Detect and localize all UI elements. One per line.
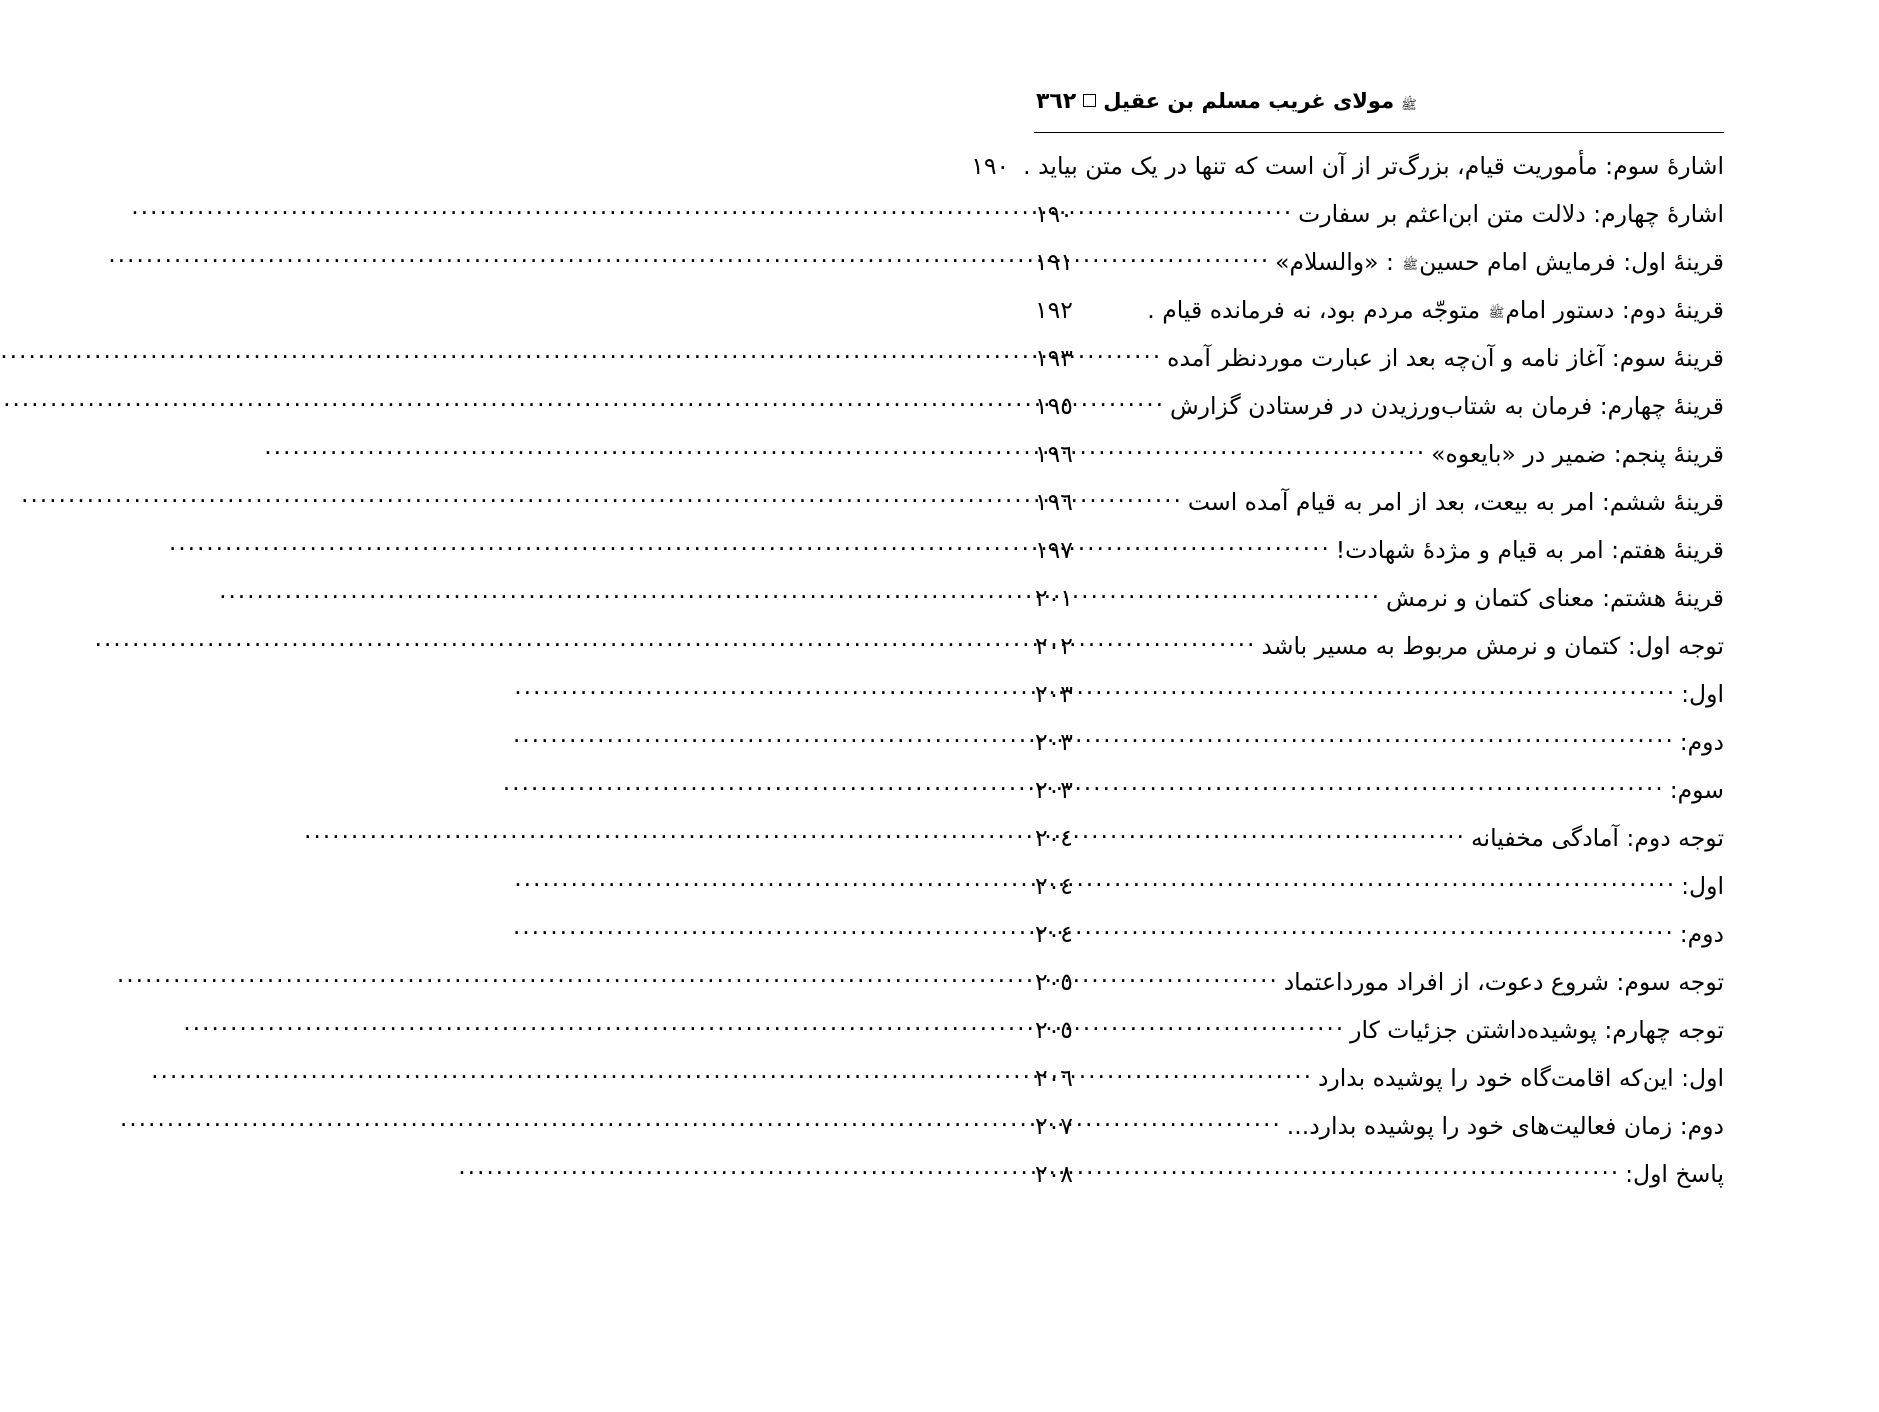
toc-entry-title: اول: <box>1681 680 1724 708</box>
honorific-icon: ﷺ <box>1488 306 1505 321</box>
toc-dot-leader <box>1078 206 1293 222</box>
toc-title-part: : «والسلام» <box>1275 248 1402 276</box>
toc-page-number: ١٩٠ <box>971 152 1010 180</box>
toc-page-number: ٢٠٣ <box>1035 680 1073 708</box>
toc-page-number: ١٩٦ <box>1035 488 1073 516</box>
toc-page-number: ٢٠١ <box>1035 584 1073 612</box>
toc-entry-title: قرینهٔ ششم: امر به بیعت، بعد از امر به قیام آمده است <box>1187 488 1724 516</box>
toc-page-number: ٢٠٢ <box>1035 632 1073 660</box>
running-header <box>1034 88 1724 116</box>
toc-entry[interactable] <box>1034 248 1724 296</box>
toc-entry-title: توجه دوم: آمادگی مخفیانه <box>1470 824 1724 852</box>
header-book-title: مولای غریب مسلم بن عقیل <box>1103 89 1395 113</box>
toc-page-number: ١٩٥ <box>1035 392 1073 420</box>
toc-entry-title: قرینهٔ هشتم: معنای کتمان و نرمش <box>1385 584 1724 612</box>
square-bullet-icon <box>1083 94 1096 107</box>
header-divider <box>1034 132 1724 133</box>
document-page <box>879 0 1879 1412</box>
table-of-contents <box>971 152 1724 1208</box>
toc-dot-leader <box>1014 158 1018 174</box>
toc-dot-leader <box>1078 878 1676 894</box>
toc-dot-leader <box>1078 686 1676 702</box>
toc-entry-title: اشارهٔ چهارم: دلالت متن ابن‌اعثم بر سفارت <box>1298 200 1724 228</box>
toc-dot-leader <box>1078 830 1466 846</box>
toc-dot-leader <box>1078 734 1675 750</box>
toc-dot-leader <box>1078 1070 1313 1086</box>
toc-entry-title: توجه چهارم: پوشیده‌داشتن جزئیات کار <box>1350 1016 1724 1044</box>
toc-dot-leader <box>1078 542 1331 558</box>
toc-page-number: ١٩٠ <box>1035 200 1073 228</box>
header-line <box>1034 88 1724 116</box>
toc-page-number: ٢٠٥ <box>1035 1016 1073 1044</box>
toc-page-number: ٢٠٧ <box>1035 1112 1073 1140</box>
toc-page-number: ٢٠٤ <box>1035 872 1073 900</box>
toc-page-number: ٢٠٦ <box>1035 1064 1073 1092</box>
toc-dot-leader <box>1078 926 1675 942</box>
toc-dot-leader <box>1078 974 1279 990</box>
toc-dot-leader <box>1078 782 1665 798</box>
toc-page-number: ٢٠٤ <box>1035 824 1073 852</box>
honorific-icon: ﷺ <box>1401 98 1417 113</box>
toc-dot-leader <box>1078 398 1165 414</box>
toc-title-part: قرینهٔ اول: فرمایش امام حسین <box>1419 248 1724 276</box>
toc-dot-leader <box>1078 1118 1282 1134</box>
toc-entry-title: قرینهٔ چهارم: فرمان به شتاب‌ورزیدن در فرستادن گزارش <box>1169 392 1724 420</box>
toc-page-number: ٢٠٥ <box>1035 968 1073 996</box>
toc-dot-leader <box>1078 446 1426 462</box>
toc-entry-title: اول: این‌که اقامت‌گاه خود را پوشیده بدارد <box>1317 1064 1724 1092</box>
toc-entry-title: سوم: <box>1669 776 1724 804</box>
toc-dot-leader <box>1078 254 1270 270</box>
toc-page-number: ١٩٣ <box>1035 344 1073 372</box>
honorific-icon: ﷺ <box>1402 258 1419 273</box>
toc-entry-title: دوم: <box>1679 920 1724 948</box>
toc-dot-leader <box>1078 638 1257 654</box>
toc-page-number: ١٩٧ <box>1035 536 1073 564</box>
toc-entry-title: توجه سوم: شروع دعوت، از افراد مورداعتماد <box>1283 968 1724 996</box>
toc-page-number: ٢٠٣ <box>1035 728 1073 756</box>
toc-page-number: ٢٠٣ <box>1035 776 1073 804</box>
toc-entry-title: قرینهٔ پنجم: ضمیر در «بایعوه» <box>1431 440 1724 468</box>
toc-dot-leader <box>1078 590 1381 606</box>
toc-dot-leader <box>1078 350 1162 366</box>
toc-entry-title: دوم: زمان فعالیت‌های خود را پوشیده بدارد... <box>1286 1112 1724 1140</box>
toc-entry-title: پاسخ اول: <box>1625 1160 1724 1188</box>
toc-page-number: ١٩١ <box>1035 248 1073 276</box>
toc-dot-leader <box>1078 1022 1345 1038</box>
toc-dot-leader <box>1078 302 1142 318</box>
toc-entry-title: قرینهٔ سوم: آغاز نامه و آن‌چه بعد از عبارت موردنظر آمده <box>1167 344 1724 372</box>
header-page-number: ٣٦٢ <box>1036 89 1077 114</box>
toc-entry-title: قرینهٔ هفتم: امر به قیام و مژدهٔ شهادت! <box>1335 536 1724 564</box>
toc-title-part: متوجّه مردم بود، نه فرمانده قیام . <box>1147 296 1488 324</box>
toc-entry-title: توجه اول: کتمان و نرمش مربوط به مسیر باشد <box>1261 632 1724 660</box>
toc-page-number: ٢٠٤ <box>1035 920 1073 948</box>
toc-entry[interactable] <box>1034 1160 1724 1208</box>
toc-entry-title: اول: <box>1681 872 1724 900</box>
toc-page-number: ١٩٢ <box>1035 296 1073 324</box>
toc-entry-title: اشارهٔ سوم: مأموریت قیام، بزرگ‌تر از آن است که تنها در یک متن بیاید . <box>1023 152 1724 180</box>
toc-title-part: قرینهٔ دوم: دستور امام <box>1505 296 1724 324</box>
toc-entry-title <box>1275 248 1724 276</box>
toc-entry-title: دوم: <box>1679 728 1724 756</box>
toc-entry-title <box>1147 296 1724 324</box>
toc-dot-leader <box>1078 1166 1620 1182</box>
toc-dot-leader <box>1078 494 1183 510</box>
toc-page-number: ٢٠٨ <box>1035 1160 1073 1188</box>
toc-page-number: ١٩٦ <box>1035 440 1073 468</box>
